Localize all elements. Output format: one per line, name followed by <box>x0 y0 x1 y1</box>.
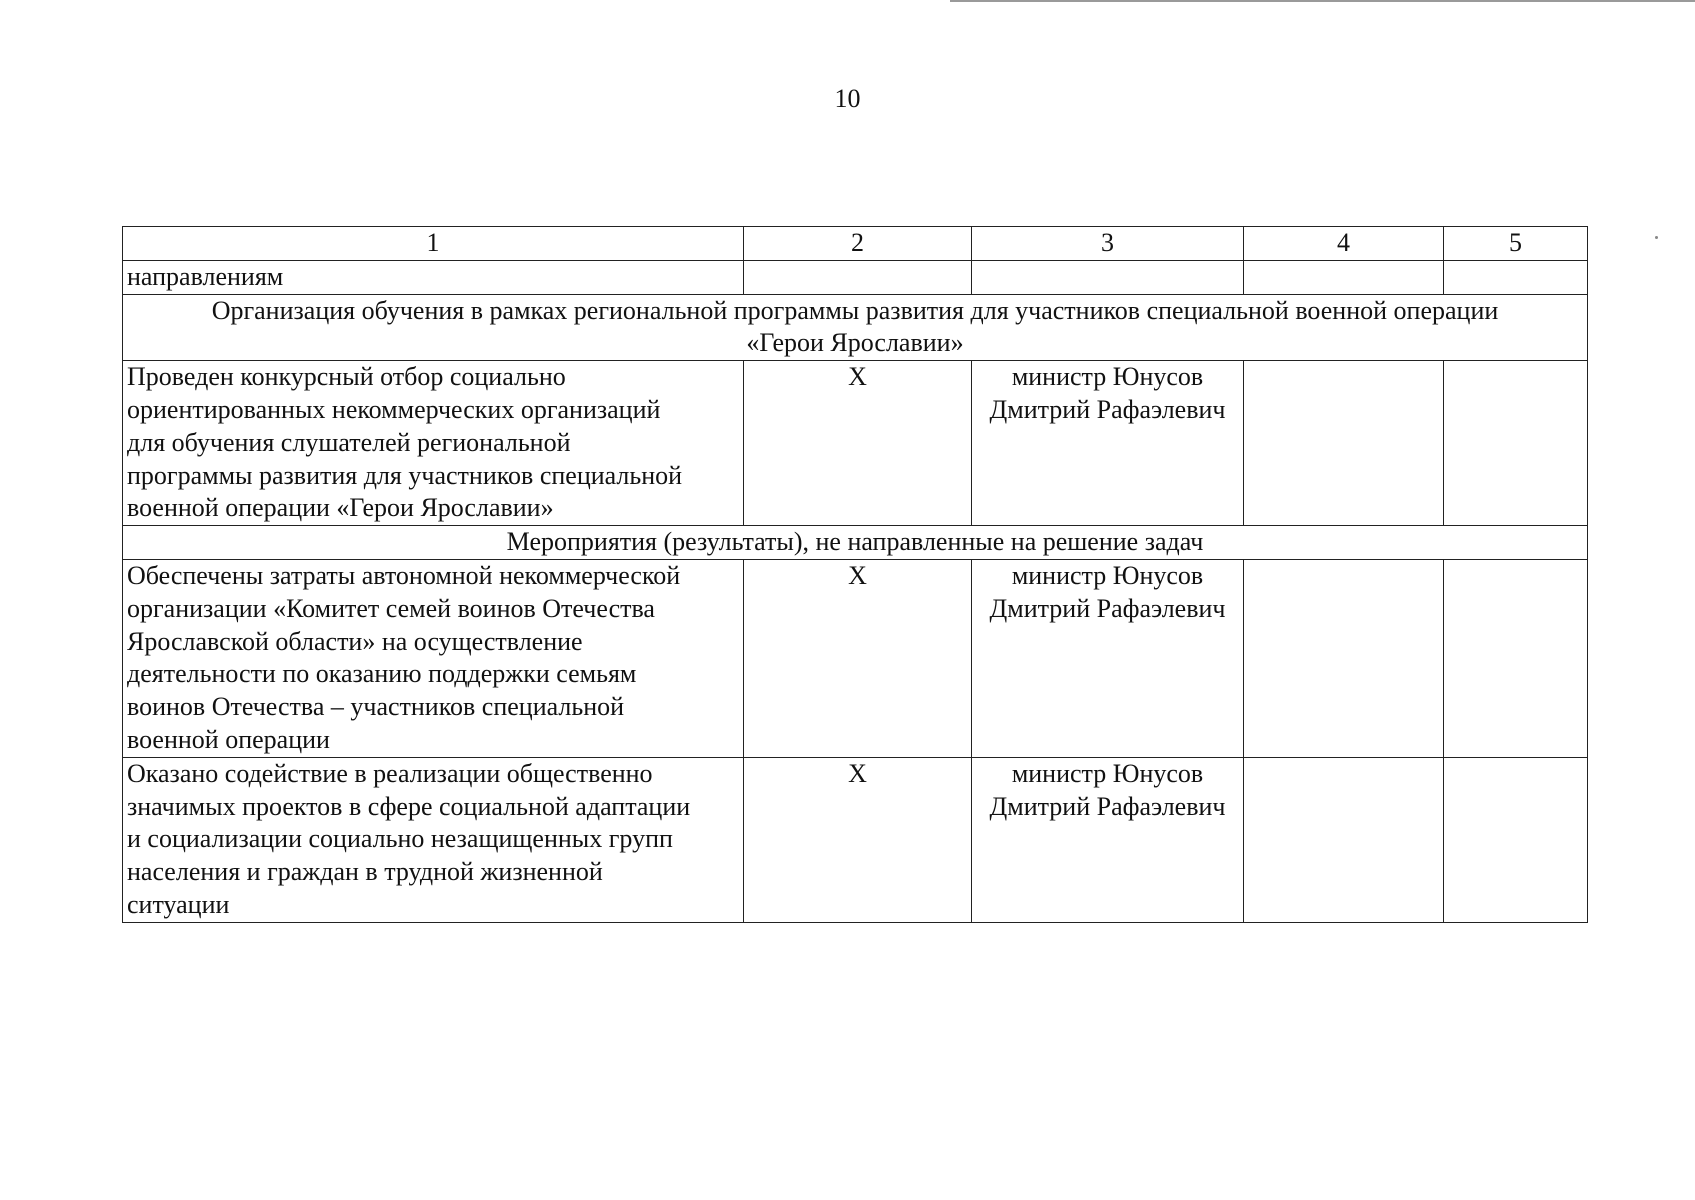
section-header-training <box>123 294 1588 361</box>
text-line: организации «Комитет семей воинов Отечества <box>127 593 655 623</box>
event-description <box>123 559 744 757</box>
text-line: министр Юнусов <box>1011 362 1204 392</box>
text-line: военной операции <box>127 724 330 754</box>
empty-cell <box>1444 559 1588 757</box>
section-header-line: Организация обучения в рамках региональной программы развития для участников специальной военной операции <box>211 295 1499 325</box>
text-line: военной операции «Герои Ярославии» <box>127 493 554 523</box>
page-number: 10 <box>834 84 861 113</box>
text-line: программы развития для участников специальной <box>127 460 683 490</box>
mark-cell: Х <box>744 361 972 526</box>
mark-cell: Х <box>744 757 972 922</box>
text-line: Дмитрий Рафаэлевич <box>989 791 1226 821</box>
column-number-row <box>123 227 1588 261</box>
empty-cell <box>1244 260 1444 294</box>
text-line: воинов Отечества – участников специальной <box>127 692 625 722</box>
column-number-5: 5 <box>1444 227 1588 261</box>
responsible-person <box>972 361 1244 526</box>
text-line: Обеспечены затраты автономной некоммерческой <box>127 560 681 590</box>
table-row <box>123 559 1588 757</box>
text-line: министр Юнусов <box>1011 560 1204 590</box>
column-number-3: 3 <box>972 227 1244 261</box>
empty-cell <box>1244 361 1444 526</box>
section-header-line: Мероприятия (результаты), не направленные на решение задач <box>506 527 1204 557</box>
event-description <box>123 361 744 526</box>
table-row <box>123 361 1588 526</box>
section-header-line: «Герои Ярославии» <box>746 328 964 358</box>
text-line: и социализации социально незащищенных групп <box>127 824 673 854</box>
empty-cell <box>1444 757 1588 922</box>
text-line: министр Юнусов <box>1011 758 1204 788</box>
text-line: Дмитрий Рафаэлевич <box>989 593 1226 623</box>
mark-cell: Х <box>744 559 972 757</box>
responsible-person <box>972 757 1244 922</box>
text-line: деятельности по оказанию поддержки семьям <box>127 659 637 689</box>
table-row <box>123 757 1588 922</box>
section-header-other-events <box>123 526 1588 560</box>
column-number-2: 2 <box>744 227 972 261</box>
empty-cell <box>744 260 972 294</box>
text-line: Оказано содействие в реализации общественно <box>127 758 653 788</box>
text-line: населения и граждан в трудной жизненной <box>127 857 603 887</box>
event-description <box>123 757 744 922</box>
empty-cell <box>1444 361 1588 526</box>
text-line: Проведен конкурсный отбор социально <box>127 362 566 392</box>
continuation-row <box>123 260 1588 294</box>
text-line: ситуации <box>127 889 230 919</box>
plan-table <box>122 226 1588 923</box>
text-line: ориентированных некоммерческих организаций <box>127 394 661 424</box>
column-number-4: 4 <box>1244 227 1444 261</box>
continuation-text: направлениям <box>123 260 744 294</box>
section-header-row <box>123 526 1588 560</box>
text-line: для обучения слушателей региональной <box>127 427 571 457</box>
column-number-1: 1 <box>123 227 744 261</box>
empty-cell <box>1244 757 1444 922</box>
scan-speck <box>1655 236 1658 239</box>
empty-cell <box>1244 559 1444 757</box>
section-header-row <box>123 294 1588 361</box>
text-line: Дмитрий Рафаэлевич <box>989 394 1226 424</box>
responsible-person <box>972 559 1244 757</box>
text-line: значимых проектов в сфере социальной адаптации <box>127 791 691 821</box>
empty-cell <box>972 260 1244 294</box>
text-line: Ярославской области» на осуществление <box>127 626 583 656</box>
top-edge-rule <box>950 0 1695 2</box>
empty-cell <box>1444 260 1588 294</box>
